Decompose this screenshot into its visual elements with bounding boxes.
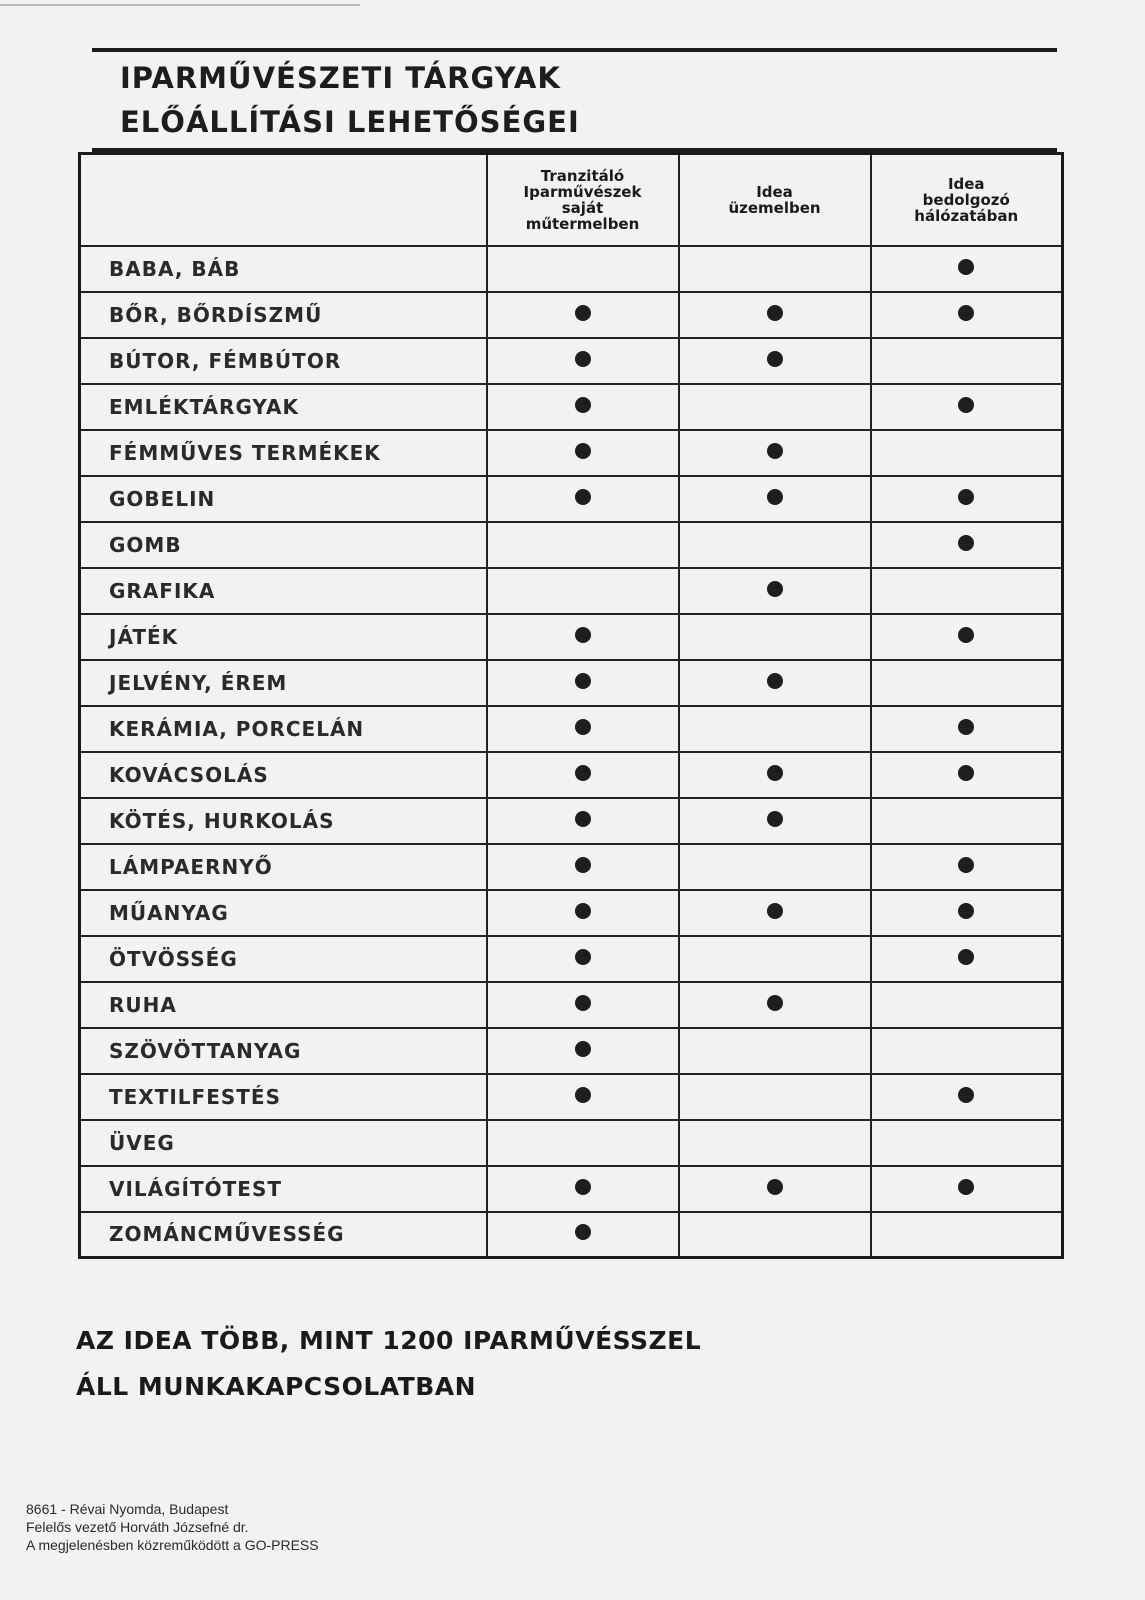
availability-dot-icon [958,627,974,643]
row-label: ÖTVÖSSÉG [80,936,487,982]
production-options-table [78,152,1064,1259]
availability-dot-icon [958,259,974,275]
table-row [80,1166,1063,1212]
mark-cell [679,568,871,614]
availability-dot-icon [958,719,974,735]
mark-cell [679,522,871,568]
mark-cell [487,1166,679,1212]
availability-dot-icon [575,857,591,873]
mark-cell [679,798,871,844]
table-row [80,614,1063,660]
header-text: saját [561,198,604,217]
mark-cell [487,522,679,568]
row-label: RUHA [80,982,487,1028]
mark-cell [487,614,679,660]
availability-dot-icon [575,811,591,827]
mark-cell [679,1166,871,1212]
mark-cell [679,752,871,798]
mark-cell [679,890,871,936]
availability-dot-icon [575,995,591,1011]
availability-dot-icon [958,1087,974,1103]
mark-cell [679,384,871,430]
table-row [80,476,1063,522]
mark-cell [487,246,679,292]
availability-dot-icon [958,857,974,873]
mark-cell [679,614,871,660]
mark-cell [871,1212,1063,1258]
availability-dot-icon [575,627,591,643]
footer-note-line-2: ÁLL MUNKAKAPCSOLATBAN [76,1372,477,1401]
availability-dot-icon [767,351,783,367]
availability-dot-icon [575,397,591,413]
mark-cell [679,430,871,476]
header-text: Idea [947,174,985,193]
table-row [80,568,1063,614]
mark-cell [871,384,1063,430]
header-text: üzemelben [728,198,821,217]
mark-cell [487,384,679,430]
header-corner-cell [80,154,487,246]
availability-dot-icon [958,305,974,321]
row-label: KERÁMIA, PORCELÁN [80,706,487,752]
table-row [80,1028,1063,1074]
mark-cell [871,338,1063,384]
table-row [80,936,1063,982]
mark-cell [871,890,1063,936]
mark-cell [487,752,679,798]
mark-cell [679,1212,871,1258]
table-row [80,246,1063,292]
title-line-2: ELŐÁLLÍTÁSI LEHETŐSÉGEI [120,105,580,139]
mark-cell [679,706,871,752]
table-row [80,982,1063,1028]
header-text: műtermelben [525,214,640,233]
table-row [80,1120,1063,1166]
table-row [80,338,1063,384]
mark-cell [487,660,679,706]
availability-dot-icon [958,765,974,781]
mark-cell [487,292,679,338]
mark-cell [679,660,871,706]
row-label: KOVÁCSOLÁS [80,752,487,798]
row-label: GOBELIN [80,476,487,522]
mark-cell [487,936,679,982]
row-label: JÁTÉK [80,614,487,660]
row-label: ÜVEG [80,1120,487,1166]
availability-dot-icon [575,1224,591,1240]
table-row [80,1212,1063,1258]
column-header-idea-network [871,154,1063,246]
mark-cell [487,1074,679,1120]
mark-cell [871,614,1063,660]
row-label: JELVÉNY, ÉREM [80,660,487,706]
column-header-idea-plants [679,154,871,246]
mark-cell [871,476,1063,522]
row-label: BABA, BÁB [80,246,487,292]
mark-cell [487,1120,679,1166]
row-label: SZÖVÖTTANYAG [80,1028,487,1074]
mark-cell [871,1166,1063,1212]
mark-cell [871,660,1063,706]
table-row [80,660,1063,706]
mark-cell [871,844,1063,890]
row-label: ZOMÁNCMŰVESSÉG [80,1212,487,1258]
row-label: KÖTÉS, HURKOLÁS [80,798,487,844]
availability-dot-icon [575,351,591,367]
title-block [92,48,1057,152]
mark-cell [871,1120,1063,1166]
mark-cell [487,1212,679,1258]
availability-dot-icon [575,1179,591,1195]
mark-cell [487,1028,679,1074]
availability-dot-icon [575,673,591,689]
mark-cell [487,844,679,890]
table-header-row [80,154,1063,246]
header-text: Iparművészek [523,182,642,201]
table-row [80,890,1063,936]
availability-dot-icon [958,903,974,919]
mark-cell [679,982,871,1028]
mark-cell [871,706,1063,752]
availability-dot-icon [575,305,591,321]
availability-dot-icon [575,1087,591,1103]
row-label: BŐR, BŐRDÍSZMŰ [80,292,487,338]
table-row [80,798,1063,844]
imprint-line-3: A megjelenésben közreműködött a GO-PRESS [26,1537,319,1553]
table-row [80,384,1063,430]
availability-dot-icon [958,535,974,551]
mark-cell [487,982,679,1028]
table-row [80,706,1063,752]
availability-dot-icon [958,397,974,413]
footer-note-line-1: AZ IDEA TÖBB, MINT 1200 IPARMŰVÉSSZEL [76,1326,702,1355]
mark-cell [487,338,679,384]
mark-cell [679,1074,871,1120]
header-text: hálózatában [914,206,1019,225]
availability-dot-icon [767,1179,783,1195]
table-row [80,844,1063,890]
header-text: Tranzitáló [540,166,625,185]
footer-note [76,1318,701,1410]
availability-dot-icon [767,489,783,505]
availability-dot-icon [767,903,783,919]
table-body [80,246,1063,1258]
mark-cell [679,292,871,338]
availability-dot-icon [575,489,591,505]
mark-cell [679,338,871,384]
row-label: TEXTILFESTÉS [80,1074,487,1120]
mark-cell [679,936,871,982]
mark-cell [487,798,679,844]
imprint [26,1500,319,1554]
availability-dot-icon [575,765,591,781]
mark-cell [871,1074,1063,1120]
mark-cell [871,982,1063,1028]
table-row [80,522,1063,568]
mark-cell [679,246,871,292]
availability-dot-icon [575,903,591,919]
mark-cell [871,292,1063,338]
availability-dot-icon [767,581,783,597]
availability-dot-icon [767,995,783,1011]
row-label: VILÁGÍTÓTEST [80,1166,487,1212]
mark-cell [871,522,1063,568]
page-top-rule [0,4,360,6]
row-label: EMLÉKTÁRGYAK [80,384,487,430]
mark-cell [871,568,1063,614]
mark-cell [871,246,1063,292]
availability-dot-icon [958,949,974,965]
row-label: LÁMPAERNYŐ [80,844,487,890]
imprint-line-1: 8661 - Révai Nyomda, Budapest [26,1501,229,1517]
availability-dot-icon [575,949,591,965]
header-text: Idea [756,182,793,201]
mark-cell [679,844,871,890]
availability-dot-icon [958,1179,974,1195]
table-row [80,292,1063,338]
mark-cell [487,706,679,752]
availability-dot-icon [767,765,783,781]
availability-dot-icon [958,489,974,505]
mark-cell [679,1120,871,1166]
page-title [92,52,1057,148]
mark-cell [487,568,679,614]
mark-cell [871,798,1063,844]
row-label: MŰANYAG [80,890,487,936]
mark-cell [487,430,679,476]
mark-cell [487,476,679,522]
row-label: BÚTOR, FÉMBÚTOR [80,338,487,384]
table-row [80,1074,1063,1120]
table-row [80,430,1063,476]
row-label: GOMB [80,522,487,568]
availability-dot-icon [575,719,591,735]
column-header-transit-artists [487,154,679,246]
mark-cell [871,430,1063,476]
title-line-1: IPARMŰVÉSZETI TÁRGYAK [120,61,561,95]
mark-cell [487,890,679,936]
mark-cell [871,936,1063,982]
availability-dot-icon [767,443,783,459]
mark-cell [679,476,871,522]
availability-dot-icon [767,305,783,321]
availability-dot-icon [575,443,591,459]
mark-cell [871,752,1063,798]
row-label: GRAFIKA [80,568,487,614]
header-text: bedolgozó [922,190,1010,209]
mark-cell [871,1028,1063,1074]
availability-dot-icon [767,811,783,827]
row-label: FÉMMŰVES TERMÉKEK [80,430,487,476]
availability-dot-icon [575,1041,591,1057]
imprint-line-2: Felelős vezető Horváth Józsefné dr. [26,1519,249,1535]
mark-cell [679,1028,871,1074]
availability-dot-icon [767,673,783,689]
table-row [80,752,1063,798]
